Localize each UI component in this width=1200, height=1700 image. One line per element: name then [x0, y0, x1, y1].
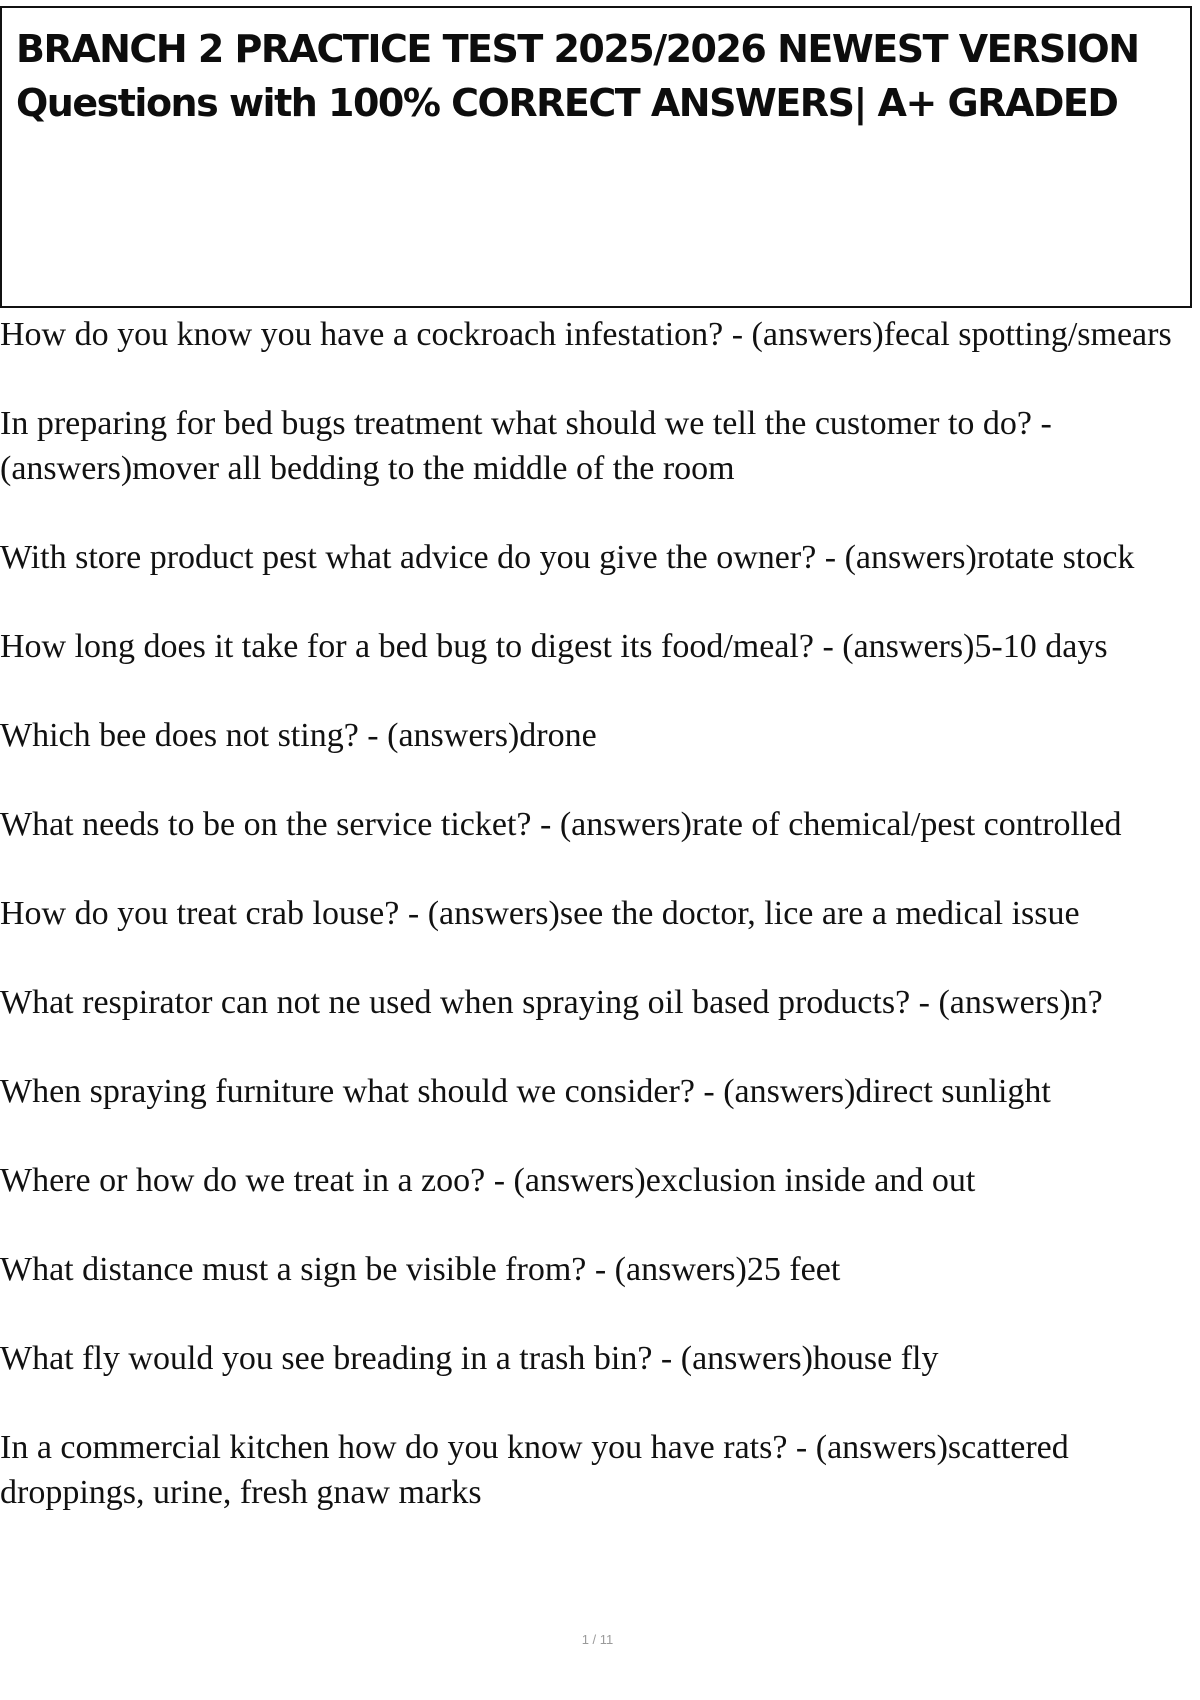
- qa-list: [0, 312, 1195, 1559]
- document-title-box: [0, 6, 1192, 308]
- qa-item: With store product pest what advice do you give the owner? - (answers)rotate stock: [0, 539, 1135, 576]
- qa-item: What respirator can not ne used when spraying oil based products? - (answers)n?: [0, 984, 1103, 1021]
- qa-item: What distance must a sign be visible from? - (answers)25 feet: [0, 1251, 841, 1288]
- qa-item: What fly would you see breading in a trash bin? - (answers)house fly: [0, 1340, 939, 1377]
- document-title-line-2: Questions with 100% CORRECT ANSWERS| A+ GRADED: [16, 81, 1118, 125]
- qa-item: What needs to be on the service ticket? - (answers)rate of chemical/pest controlled: [0, 806, 1122, 843]
- qa-item: In preparing for bed bugs treatment what should we tell the customer to do? - (answers)mover all bedding to the middle of the room: [0, 405, 1052, 487]
- qa-item: How do you know you have a cockroach infestation? - (answers)fecal spotting/smears: [0, 316, 1172, 353]
- qa-item: How do you treat crab louse? - (answers)see the doctor, lice are a medical issue: [0, 895, 1080, 932]
- document-title-line-1: BRANCH 2 PRACTICE TEST 2025/2026 NEWEST VERSION: [16, 27, 1139, 71]
- qa-item: Which bee does not sting? - (answers)drone: [0, 717, 597, 754]
- qa-item: How long does it take for a bed bug to digest its food/meal? - (answers)5-10 days: [0, 628, 1108, 665]
- qa-item: When spraying furniture what should we consider? - (answers)direct sunlight: [0, 1073, 1051, 1110]
- qa-item: Where or how do we treat in a zoo? - (answers)exclusion inside and out: [0, 1162, 976, 1199]
- qa-item: In a commercial kitchen how do you know you have rats? - (answers)scattered droppings, urine, fresh gnaw marks: [0, 1429, 1069, 1511]
- page-number: 1 / 11: [581, 1632, 614, 1647]
